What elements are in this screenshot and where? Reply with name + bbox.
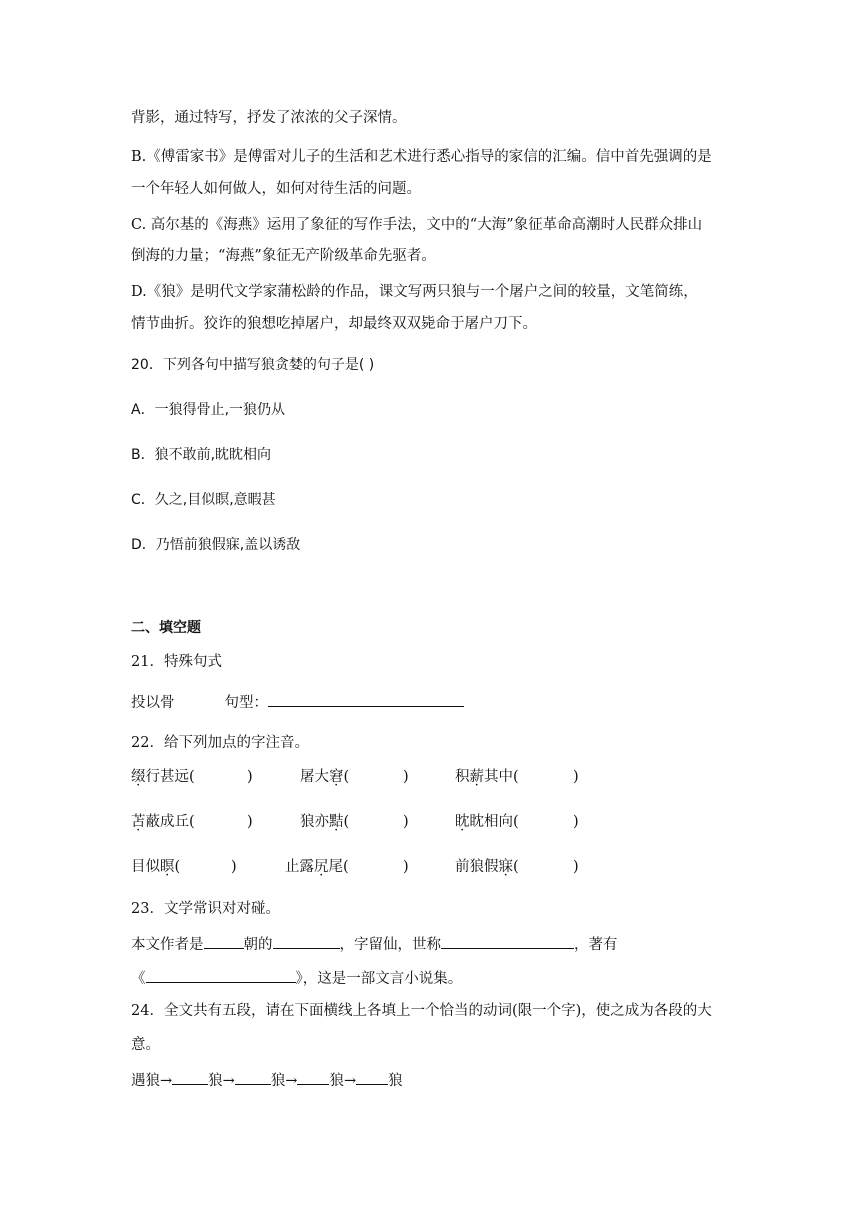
q20-option-d: D．乃悟前狼假寐,盖以诱敌 [131, 537, 301, 553]
close-paren: ) [573, 814, 579, 830]
pinyin-item: 积薪其中( [455, 769, 519, 785]
answer-blank[interactable] [235, 1069, 271, 1085]
pinyin-item: 止露尻尾( [285, 859, 349, 875]
answer-blank[interactable] [172, 1069, 208, 1085]
answer-blank[interactable] [146, 967, 296, 983]
section-title: 二、填空题 [131, 620, 201, 636]
dotted-char: 苫 [131, 814, 146, 830]
q21-stem: 21．特殊句式 [131, 654, 222, 670]
q24-stem-line1: 24．全文共有五段，请在下面横线上各填上一个恰当的动词(限一个字)，使之成为各段的大 [131, 1003, 712, 1019]
q21-label: 句型： [224, 695, 268, 711]
passage-line: 背影，通过特写，抒发了浓浓的父子深情。 [131, 110, 407, 126]
q21-phrase: 投以骨 [131, 695, 175, 711]
close-paren: ) [573, 769, 579, 785]
pinyin-item: 目似瞑( [131, 859, 181, 875]
dotted-char: 缀 [131, 769, 146, 785]
q23-line2: 《 》，这是一部文言小说集。 [131, 967, 462, 989]
close-paren: ) [247, 769, 253, 785]
close-paren: ) [231, 859, 237, 875]
close-paren: ) [247, 814, 253, 830]
q20-option-c: C．久之,目似瞑,意暇甚 [131, 492, 276, 508]
answer-blank[interactable] [204, 933, 244, 949]
dotted-char: 薪 [469, 769, 484, 785]
q23-stem: 23．文学常识对对碰。 [131, 901, 280, 917]
answer-blank[interactable] [356, 1069, 388, 1085]
close-paren: ) [403, 769, 409, 785]
q22-stem: 22．给下列加点的字注音。 [131, 735, 309, 751]
close-paren: ) [403, 859, 409, 875]
dotted-char: 寐 [498, 859, 513, 875]
dotted-char: 尻 [314, 859, 329, 875]
q20-option-a: A．一狼得骨止,一狼仍从 [131, 402, 286, 418]
answer-blank[interactable] [297, 1069, 329, 1085]
answer-blank[interactable] [441, 933, 574, 949]
q24-flow: 遇狼→ 狼→ 狼→ 狼→ 狼 [131, 1069, 403, 1091]
pinyin-item: 缀行甚远( [131, 769, 195, 785]
answer-blank[interactable] [268, 691, 464, 707]
dotted-char: 瞑 [160, 859, 175, 875]
q23-line1: 本文作者是 朝的 ，字留仙，世称 ，著有 [131, 933, 618, 955]
q20-option-b: B．狼不敢前,眈眈相向 [131, 447, 272, 463]
option-b-line2: 一个年轻人如何做人，如何对待生活的问题。 [131, 181, 421, 197]
close-paren: ) [403, 814, 409, 830]
answer-blank[interactable] [273, 933, 340, 949]
dotted-char: 窘 [329, 769, 344, 785]
option-c-line2: 倒海的力量；“海燕”象征无产阶级革命先驱者。 [131, 248, 436, 264]
pinyin-item: 眈眈相向( [455, 814, 519, 830]
close-paren: ) [573, 859, 579, 875]
option-c-line1: C. 高尔基的《海燕》运用了象征的写作手法，文中的“大海”象征革命高潮时人民群众排山 [131, 217, 703, 233]
pinyin-item: 狼亦黠( [300, 814, 350, 830]
dotted-char: 眈 [455, 814, 470, 830]
option-d-line2: 情节曲折。狡诈的狼想吃掉屠户，却最终双双毙命于屠户刀下。 [131, 316, 537, 332]
pinyin-item: 苫蔽成丘( [131, 814, 195, 830]
pinyin-item: 前狼假寐( [455, 859, 519, 875]
pinyin-item: 屠大窘( [300, 769, 350, 785]
dotted-char: 黠 [329, 814, 344, 830]
q21-line [131, 691, 464, 713]
q24-stem-line2: 意。 [131, 1037, 160, 1053]
q20-stem: 20．下列各句中描写狼贪婪的句子是( ) [131, 357, 375, 373]
option-d-line1: D.《狼》是明代文学家蒲松龄的作品，课文写两只狼与一个屠户之间的较量，文笔简练， [131, 284, 698, 300]
option-b-line1: B.《傅雷家书》是傅雷对儿子的生活和艺术进行悉心指导的家信的汇编。信中首先强调的是 [131, 149, 712, 165]
